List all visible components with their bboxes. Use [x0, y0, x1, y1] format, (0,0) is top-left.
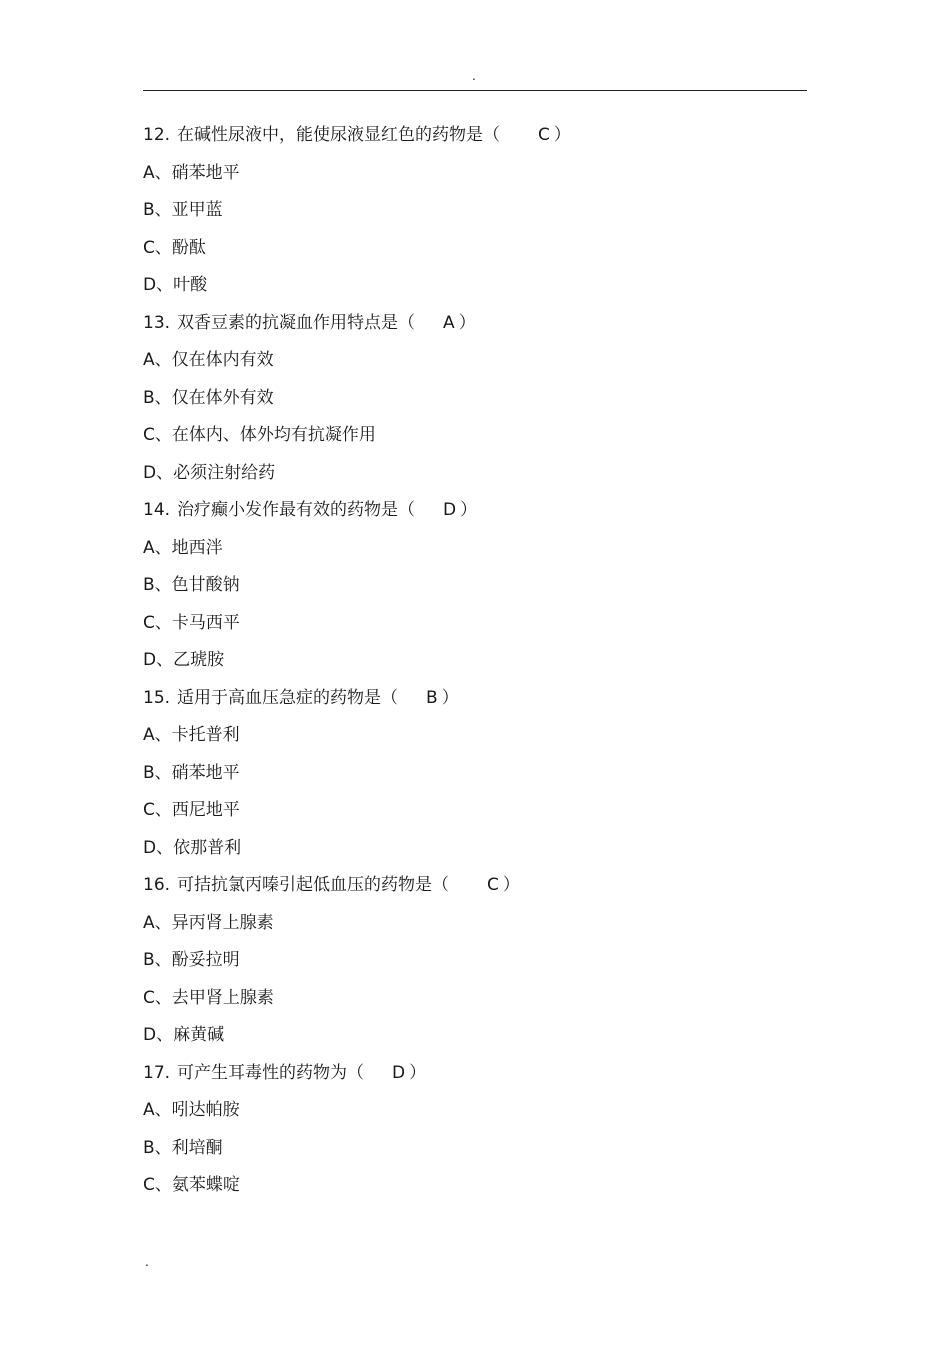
option-d: D、叶酸	[143, 275, 208, 295]
option-c: C、去甲肾上腺素	[143, 987, 274, 1008]
option-d: D、乙琥胺	[143, 650, 225, 670]
header-mark: .	[472, 69, 476, 83]
option-b: B、色甘酸钠	[143, 575, 240, 595]
question-text: 适用于高血压急症的药物是（	[177, 687, 399, 708]
question-17-stem	[143, 1055, 807, 1093]
option-c: C、氨苯蝶啶	[143, 1175, 240, 1195]
option-a: A、卡托普利	[143, 725, 240, 745]
option-a: A、仅在体内有效	[143, 350, 274, 370]
question-14-stem	[143, 492, 807, 530]
question-text: 可产生耳毒性的药物为（	[177, 1062, 365, 1083]
option-a: A、地西泮	[143, 537, 223, 558]
question-number: 13.	[143, 312, 171, 333]
option-b: B、亚甲蓝	[143, 200, 223, 220]
option-b: B、仅在体外有效	[143, 387, 274, 408]
question-15-stem	[143, 680, 807, 718]
question-number: 12.	[143, 125, 171, 145]
option-c: C、卡马西平	[143, 612, 240, 633]
option-b: B、酚妥拉明	[143, 950, 240, 970]
question-answer: D	[443, 500, 457, 520]
question-close-paren: ）	[553, 125, 571, 145]
option-b: B、硝苯地平	[143, 762, 240, 783]
option-c: C、西尼地平	[143, 800, 240, 820]
option-c: C、在体内、体外均有抗凝作用	[143, 425, 376, 445]
option-d: D、必须注射给药	[143, 462, 276, 483]
option-a: A、硝苯地平	[143, 162, 240, 183]
question-number: 15.	[143, 687, 171, 708]
option-b: B、利培酮	[143, 1137, 223, 1158]
question-close-paren: ）	[460, 500, 478, 520]
question-answer: B	[426, 687, 438, 708]
question-12-stem	[143, 117, 807, 155]
footer-mark: .	[145, 1255, 149, 1269]
question-answer: C	[487, 875, 499, 895]
question-text: 在碱性尿液中，能使尿液显红色的药物是（	[177, 125, 501, 145]
question-list	[143, 117, 807, 1205]
header-divider	[143, 90, 807, 91]
option-a: A、异丙肾上腺素	[143, 912, 274, 933]
question-text: 治疗癫小发作最有效的药物是（	[177, 500, 416, 520]
question-close-paren: ）	[502, 875, 520, 895]
question-answer: A	[443, 312, 455, 333]
question-answer: C	[538, 125, 550, 145]
option-d: D、依那普利	[143, 837, 242, 858]
option-c: C、酚酞	[143, 237, 206, 258]
question-close-paren: ）	[409, 1062, 427, 1083]
question-text: 双香豆素的抗凝血作用特点是（	[177, 312, 416, 333]
question-number: 17.	[143, 1062, 171, 1083]
question-number: 14.	[143, 500, 171, 520]
question-16-stem	[143, 867, 807, 905]
question-close-paren: ）	[458, 312, 476, 333]
option-a: A、吲达帕胺	[143, 1100, 240, 1120]
question-13-stem	[143, 305, 807, 343]
question-answer: D	[392, 1062, 406, 1083]
question-close-paren: ）	[441, 687, 459, 708]
option-d: D、麻黄碱	[143, 1025, 225, 1045]
question-text: 可拮抗氯丙嗪引起低血压的药物是（	[177, 875, 450, 895]
question-number: 16.	[143, 875, 171, 895]
